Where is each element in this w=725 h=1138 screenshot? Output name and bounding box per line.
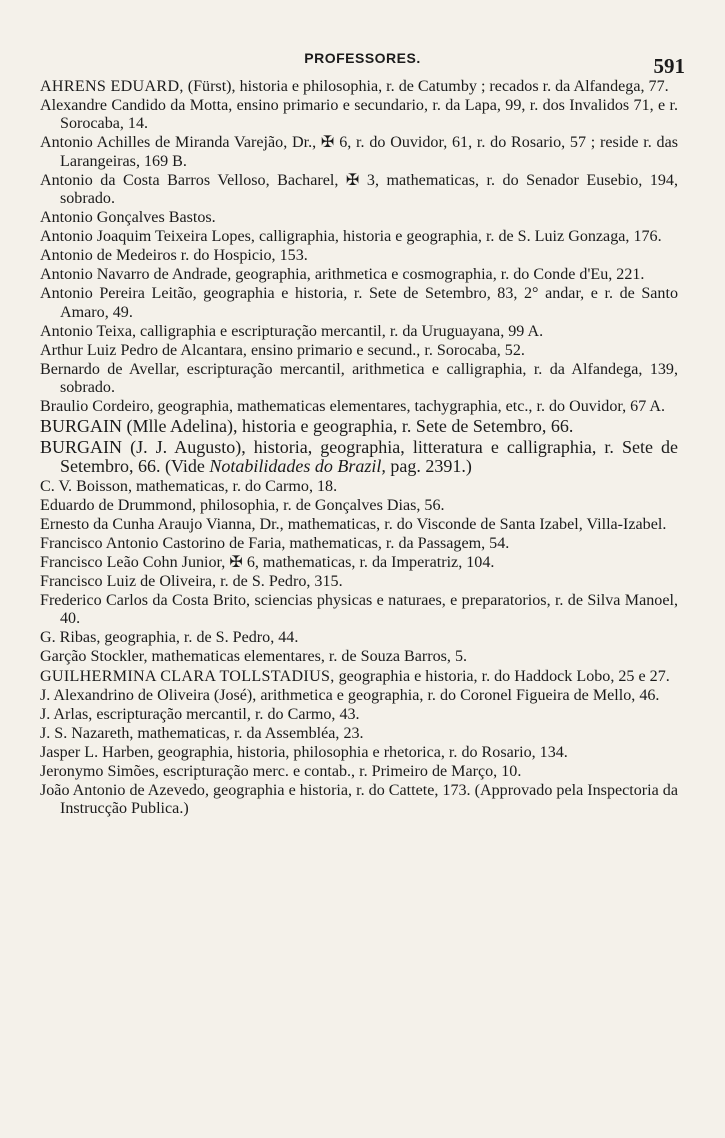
entry-text: geographia e historia, r. do Haddock Lobo, 25 e 27. <box>334 667 670 685</box>
entry-text: geographia, r. de S. Pedro, 44. <box>100 629 299 647</box>
list-item <box>40 247 678 265</box>
entry-name: BURGAIN <box>40 436 123 457</box>
list-item <box>40 78 678 96</box>
entry-text: Bacharel, ✠ 3, mathematicas, r. do Senador Eusebio, 194, sobrado. <box>60 171 678 207</box>
page-header <box>0 46 725 76</box>
entry-name: Antonio Pereira Leitão, <box>40 285 197 303</box>
entry-name: Antonio Achilles de Miranda Varejão, <box>40 134 288 152</box>
running-title: PROFESSORES. <box>304 50 421 66</box>
entry-name: João Antonio de Azevedo, <box>40 782 210 800</box>
entry-text: sciencias physicas e naturaes, e preparatorios, r. de Silva Manoel, 40. <box>60 592 678 628</box>
entry-text: mathematicas, r. do Carmo, 18. <box>131 477 338 495</box>
entry-name: Antonio Gonçalves Bastos. <box>40 208 216 226</box>
list-item <box>40 629 678 647</box>
entry-text: r. do Hospicio, 153. <box>176 247 308 265</box>
list-item <box>40 285 678 321</box>
entry-name: BURGAIN <box>40 416 123 437</box>
list-item <box>40 782 678 818</box>
list-item <box>40 648 678 666</box>
list-item <box>40 209 678 227</box>
entry-name: Francisco Leão Cohn Junior, <box>40 553 226 571</box>
entry-name: J. Arlas, <box>40 705 93 723</box>
list-item <box>40 266 678 284</box>
list-item <box>40 323 678 341</box>
list-item <box>40 744 678 762</box>
list-item <box>40 497 678 515</box>
entry-text: geographia, arithmetica e cosmographia, r. do Conde d'Eu, 221. <box>231 266 645 284</box>
list-item <box>40 228 678 246</box>
list-item <box>40 535 678 553</box>
entry-text: Dr., mathematicas, r. do Visconde de Santa Izabel, Villa-Izabel. <box>255 515 667 533</box>
entry-name: Antonio de Medeiros <box>40 247 177 265</box>
list-item <box>40 398 678 416</box>
entry-reference: Notabilidades do Brazil, <box>209 456 386 477</box>
entry-name: Antonio Teixa, <box>40 322 137 340</box>
list-item <box>40 763 678 781</box>
entry-name: Ernesto da Cunha Araujo Vianna, <box>40 515 256 533</box>
entry-text: ensino primario e secundario, r. da Lapa, 99, r. dos Invalidos 71, e r. Sorocaba, 14. <box>60 97 678 133</box>
entry-text: arithmetica e geographia, r. do Coronel Figueira de Mello, 46. <box>256 686 660 704</box>
list-item <box>40 554 678 572</box>
entry-name: Jeronymo Simões, <box>40 763 159 781</box>
entry-text: mathematicas elementares, r. de Souza Barros, 5. <box>147 648 468 666</box>
entry-name: C. V. Boisson, <box>40 477 132 495</box>
entry-text: r. de S. Pedro, 315. <box>216 572 343 590</box>
list-item <box>40 438 678 477</box>
list-item <box>40 417 678 437</box>
entry-name: Bernardo de Avellar, <box>40 360 180 378</box>
entry-text: (Mlle Adelina), historia e geographia, r. Sete de Setembro, 66. <box>122 416 574 437</box>
entry-name: GUILHERMINA CLARA TOLLSTADIUS, <box>40 667 335 685</box>
entry-text: geographia e historia, r. Sete de Setembro, 83, 2° andar, e r. de Santo Amaro, 49. <box>60 285 678 321</box>
list-item <box>40 573 678 591</box>
entry-text: (Fürst), historia e philosophia, r. de Catumby ; recados r. da Alfandega, 77. <box>183 78 669 95</box>
entry-name: Antonio Navarro de Andrade, <box>40 266 232 284</box>
entry-name: J. Alexandrino de Oliveira (José), <box>40 686 257 704</box>
list-item <box>40 361 678 397</box>
entry-name: Francisco Luiz de Oliveira, <box>40 572 217 590</box>
entry-text: philosophia, r. de Gonçalves Dias, 56. <box>196 496 445 514</box>
list-item <box>40 134 678 170</box>
entry-name: Antonio Joaquim Teixeira Lopes, <box>40 228 255 246</box>
list-item <box>40 725 678 743</box>
entry-name: J. S. Nazareth, <box>40 724 134 742</box>
entry-text: (J. J. Augusto), historia, geographia, litteratura e calligraphia, r. Sete de Setembro, 66. (Vide <box>60 436 678 477</box>
entry-name: Braulio Cordeiro, <box>40 398 154 416</box>
entry-text: Dr., ✠ 6, r. do Ouvidor, 61, r. do Rosario, 57 ; reside r. das Larangeiras, 169 B. <box>60 134 678 170</box>
entry-name: Jasper L. Harben, <box>40 743 154 761</box>
directory-list <box>40 78 678 819</box>
entry-text: ✠ 6, mathematicas, r. da Imperatriz, 104. <box>225 553 495 571</box>
list-item <box>40 342 678 360</box>
list-item <box>40 592 678 628</box>
entry-name: Eduardo de Drummond, <box>40 496 196 514</box>
entry-text-after: pag. 2391.) <box>385 456 472 477</box>
entry-name: Alexandre Candido da Motta, <box>40 97 233 115</box>
list-item <box>40 97 678 133</box>
entry-name: AHRENS EDUARD, <box>40 78 184 95</box>
entry-text: escripturação mercantil, r. do Carmo, 43. <box>92 705 360 723</box>
entry-text: mathematicas, r. da Assembléa, 23. <box>133 724 364 742</box>
entry-text: mathematicas, r. da Passagem, 54. <box>285 534 510 552</box>
entry-name: Frederico Carlos da Costa Brito, <box>40 592 251 610</box>
entry-text: geographia, historia, philosophia e rhetorica, r. do Rosario, 134. <box>153 743 568 761</box>
list-item <box>40 172 678 208</box>
entry-name: Antonio da Costa Barros Velloso, <box>40 171 270 189</box>
entry-text: geographia, mathematicas elementares, tachygraphia, etc., r. do Ouvidor, 67 A. <box>153 398 666 416</box>
entry-text: calligraphia e escripturação mercantil, r. da Uruguayana, 99 A. <box>136 322 544 340</box>
entry-text: escripturação merc. e contab., r. Primeiro de Março, 10. <box>158 763 522 781</box>
entry-text: escripturação mercantil, arithmetica e calligraphia, r. da Alfandega, 139, sobrado. <box>60 360 678 397</box>
entry-name: Arthur Luiz Pedro de Alcantara, <box>40 341 247 359</box>
entry-name: G. Ribas, <box>40 629 101 647</box>
list-item <box>40 687 678 705</box>
list-item <box>40 706 678 724</box>
list-item <box>40 478 678 496</box>
list-item <box>40 668 678 686</box>
list-item <box>40 516 678 534</box>
entry-text: geographia e historia, r. do Cattete, 173. (Approvado pela Inspectoria da Instrucção Publica.) <box>60 782 679 818</box>
page-number: 591 <box>653 54 685 78</box>
entry-text: ensino primario e secund., r. Sorocaba, 52. <box>246 341 525 359</box>
entry-text: calligraphia, historia e geographia, r. de S. Luiz Gonzaga, 176. <box>254 228 662 246</box>
entry-name: Garção Stockler, <box>40 648 148 666</box>
entry-name: Francisco Antonio Castorino de Faria, <box>40 534 286 552</box>
